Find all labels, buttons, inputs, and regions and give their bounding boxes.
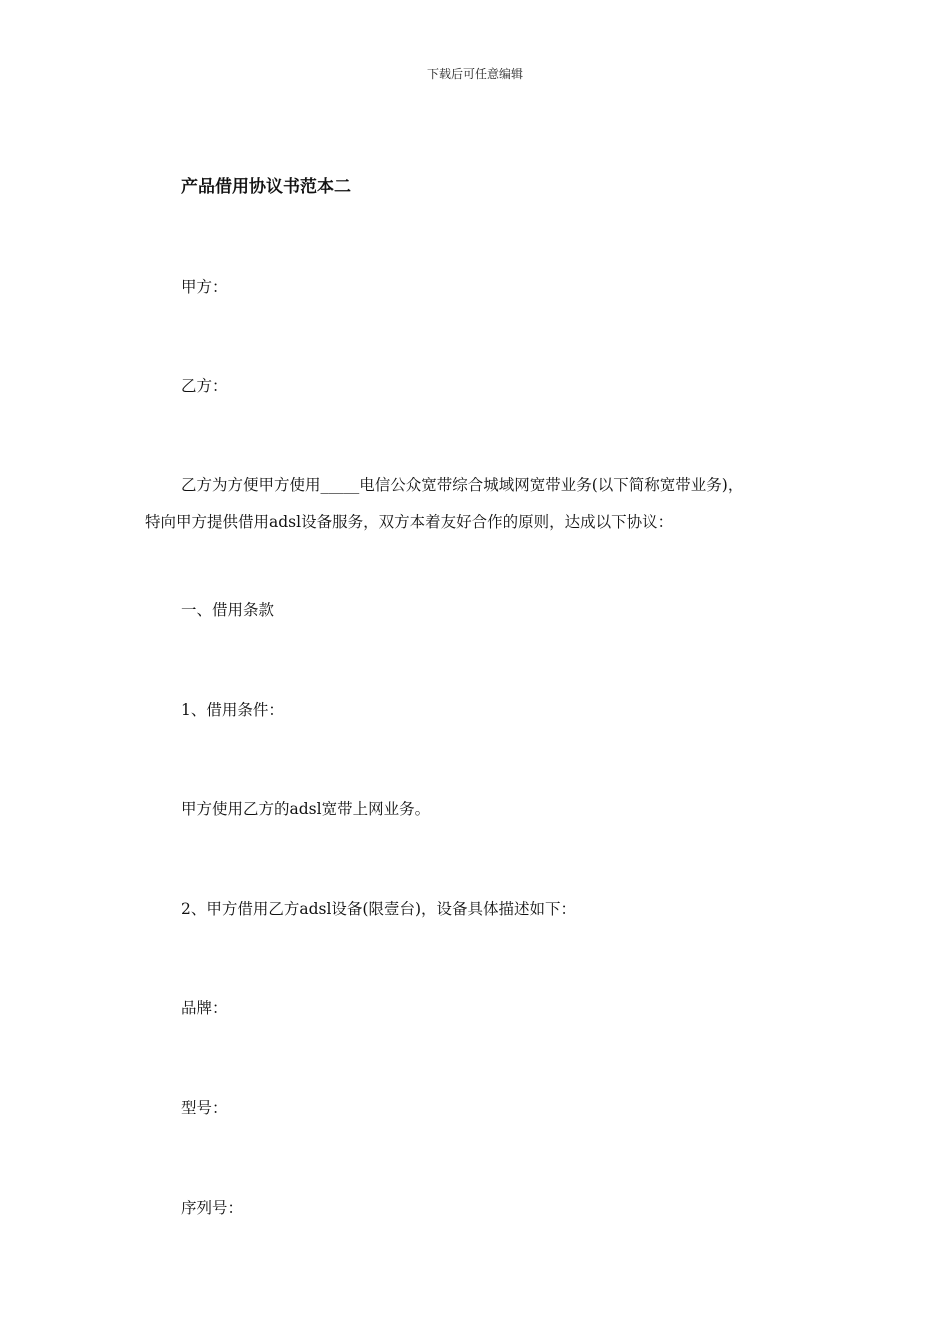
party-b-label: 乙方： xyxy=(181,377,228,395)
intro-line-2: 特向甲方提供借用adsl设备服务，双方本着友好合作的原则，达成以下协议： xyxy=(145,513,674,531)
document-title: 产品借用协议书范本二 xyxy=(181,177,351,197)
item-2-text: 2、甲方借用乙方adsl设备(限壹台)，设备具体描述如下： xyxy=(181,900,577,918)
section-1-heading: 一、借用条款 xyxy=(181,601,275,619)
model-label: 型号： xyxy=(181,1099,228,1117)
header-note: 下载后可任意编辑 xyxy=(426,67,523,81)
brand-label: 品牌： xyxy=(181,999,228,1017)
item-1-heading: 1、借用条件： xyxy=(181,701,284,719)
item-1-text: 甲方使用乙方的adsl宽带上网业务。 xyxy=(181,800,431,818)
party-a-label: 甲方： xyxy=(181,278,228,296)
intro-paragraph xyxy=(145,467,825,541)
serial-label: 序列号： xyxy=(181,1199,244,1217)
intro-line-1: 乙方为方便甲方使用_____电信公众宽带综合城域网宽带业务(以下简称宽带业务)， xyxy=(181,476,744,494)
